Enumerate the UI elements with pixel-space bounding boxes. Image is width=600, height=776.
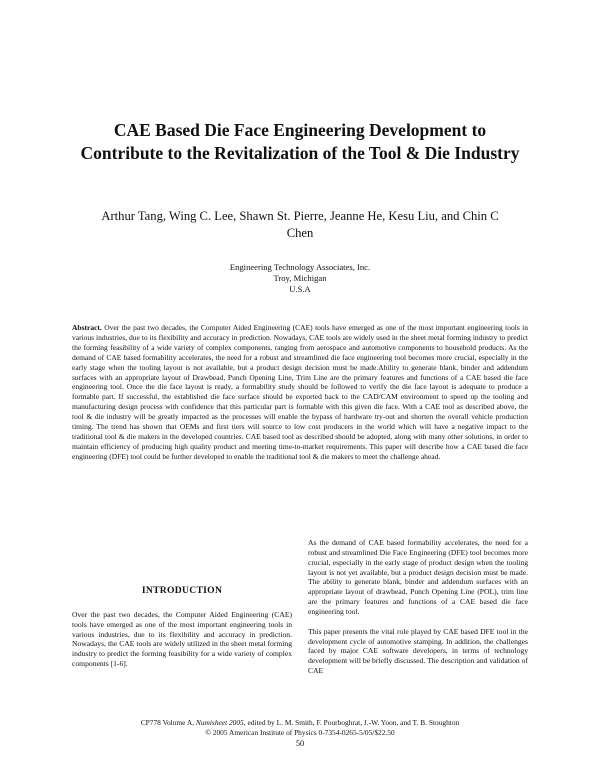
page-footer: [72, 718, 528, 738]
abstract: [72, 323, 528, 462]
author-list: [60, 208, 540, 242]
footer-citation: [72, 718, 528, 728]
left-column: [72, 586, 292, 669]
abstract-text: Over the past two decades, the Computer Aided Engineering (CAE) tools have emerged as one of the most important engineering tools in various industries, due to its flexibility and accuracy in prediction. Nowadays, CAE tools are widely used in the sheet metal forming industry to predict the forming feasibility of a wide variety of complex components, ranging from aerospace and automotive components to household products. As the demand of CAE based formability accelerates, the need for a robust and streamlined die face engineering tool becomes more crucial, especially in the early stage when the tooling layout is not available, but a product design decision must be made.Ability to generate blank, binder and addendum surfaces with an appropriate layout of Drawbead, Punch Opening Line, Trim Line are the primary features and functions of a CAE based die face engineering tool. Once the die face layout is ready, a formability study should be followed to verify the die face layout is adequate to produce a formable part. If successful, the established die face surface should be exported back to the CAD/CAM environment to speed up the tooling and manufacturing design process with confidence that this particular part is formable with this given die face. With a CAE tool as described above, the tool & die industry will be greatly impacted as the processes will enable the bypass of hardware try-out and shorten the overall vehicle production timing. The trend has shown that OEMs and first tiers will source to low cost producers in the world which will have a negative impact to the traditional tool & die makers in the developed countries. CAE based tool as described should be adopted, along with many other solutions, in order to maintain efficiency of producing high quality product and meeting time-to-market requirements. This paper will describe how a CAE based die face engineering (DFE) tool could be further developed to enable the traditional tool & die makers to meet the challenge ahead.: [72, 323, 528, 461]
page-number: 50: [295, 739, 305, 748]
right-column-paragraph-2: This paper presents the vital role played by CAE based DFE tool in the development cycle of automotive stamping. In addition, the challenges faced by major CAE software developers, in terms of technology development will be briefly discussed. The description and validation of CAE: [308, 626, 528, 676]
title-line-2: Contribute to the Revitalization of the Tool & Die Industry: [80, 143, 520, 163]
footer-citation-prefix: CP778 Volume A,: [140, 718, 196, 727]
footer-citation-italic: Numisheet 2005: [195, 718, 244, 727]
affiliation-country: U.S.A: [289, 284, 311, 294]
affiliation-city: Troy, Michigan: [273, 273, 327, 283]
section-heading-introduction: INTRODUCTION: [141, 585, 223, 596]
footer-copyright: © 2005 American Institute of Physics 0-7354-0265-5/05/$22.50: [205, 728, 395, 737]
footer-citation-suffix: , edited by L. M. Smith, F. Pourboghrat, J.-W. Yoon, and T. B. Stoughton: [243, 718, 460, 727]
paper-title: [40, 119, 560, 165]
authors-line-1: Arthur Tang, Wing C. Lee, Shawn St. Pierre, Jeanne He, Kesu Liu, and Chin C: [101, 209, 499, 223]
introduction-paragraph-1: Over the past two decades, the Computer Aided Engineering (CAE) tools have emerged as one of the most important engineering tools in various industries, due to its flexibility and accuracy in prediction. Nowadays, the CAE tools are widely utilized in the sheet metal forming industry to predict the forming feasibility for a wide variety of complex components [1-6].: [72, 609, 292, 669]
authors-line-2: Chen: [286, 226, 314, 240]
right-column: [308, 538, 528, 676]
abstract-label: Abstract.: [72, 323, 102, 332]
affiliation-org: Engineering Technology Associates, Inc.: [229, 262, 371, 272]
affiliation: [150, 262, 450, 295]
title-line-1: CAE Based Die Face Engineering Development to: [113, 120, 487, 140]
right-column-paragraph-1: As the demand of CAE based formability accelerates, the need for a robust and streamlined Die Face Engineering (DFE) tool becomes more crucial, especially in the early stage of product design when the tooling layout is not yet available, but a product design decision must be made. The ability to generate blank, binder and addendum surfaces with an appropriate layout of drawbead, Punch Opening Line (POL), trim line are the primary features and functions of a CAE based die face engineering tool.: [308, 538, 528, 616]
